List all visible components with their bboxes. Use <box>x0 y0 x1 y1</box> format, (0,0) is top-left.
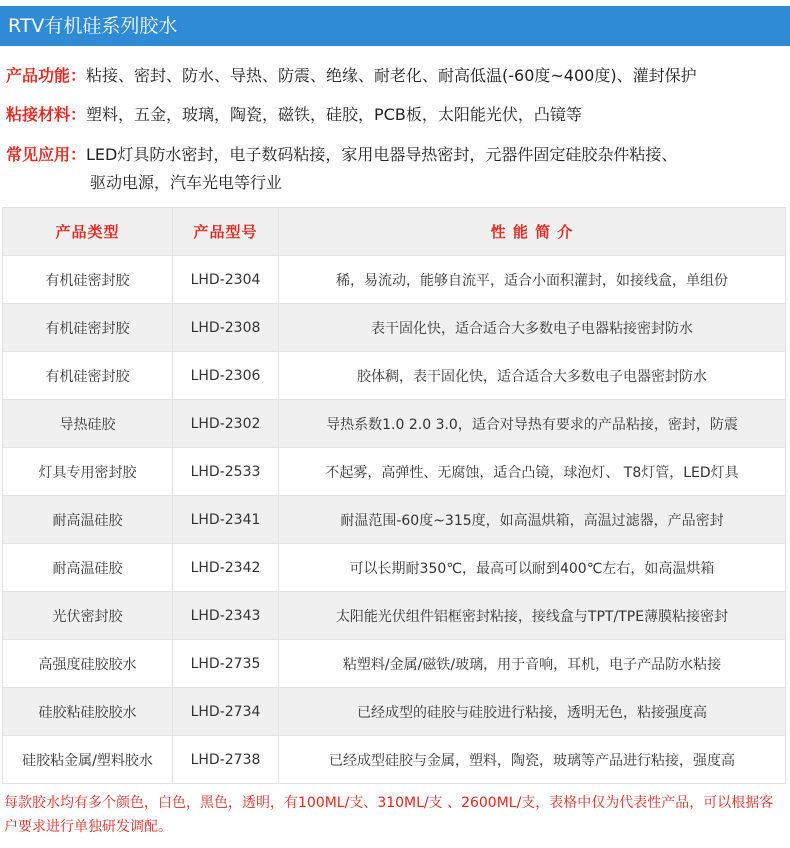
product-table <box>2 207 786 784</box>
info-applications-label: 常见应用： <box>6 145 87 164</box>
cell-product-type: 耐高温硅胶 <box>3 544 173 592</box>
table-body <box>3 256 786 784</box>
table-row <box>3 400 786 448</box>
info-applications-text: LED灯具防水密封，电子数码粘接，家用电器导热密封，元器件固定硅胶杂件粘接、 <box>86 145 678 164</box>
cell-product-model: LHD-2308 <box>173 304 279 352</box>
cell-product-model: LHD-2734 <box>173 688 279 736</box>
cell-performance: 不起雾，高弹性、无腐蚀，适合凸镜，球泡灯、 T8灯管，LED灯具 <box>279 448 786 496</box>
table-row <box>3 736 786 784</box>
info-materials <box>6 102 784 128</box>
info-materials-text: 塑料，五金，玻璃，陶瓷，磁铁，硅胶，PCB板，太阳能光伏，凸镜等 <box>86 105 582 124</box>
cell-performance: 胶体稠，表干固化快，适合适合大多数电子电器密封防水 <box>279 352 786 400</box>
info-function-label: 产品功能： <box>6 66 87 85</box>
cell-product-model: LHD-2341 <box>173 496 279 544</box>
cell-performance: 表干固化快，适合适合大多数电子电器粘接密封防水 <box>279 304 786 352</box>
table-row <box>3 304 786 352</box>
cell-performance: 耐温范围-60度~315度，如高温烘箱，高温过滤器，产品密封 <box>279 496 786 544</box>
cell-product-model: LHD-2735 <box>173 640 279 688</box>
info-applications <box>6 142 784 196</box>
cell-performance: 已经成型硅胶与金属，塑料，陶瓷，玻璃等产品进行粘接，强度高 <box>279 736 786 784</box>
cell-product-type: 高强度硅胶胶水 <box>3 640 173 688</box>
cell-product-type: 有机硅密封胶 <box>3 304 173 352</box>
cell-product-type: 硅胶粘硅胶胶水 <box>3 688 173 736</box>
info-materials-label: 粘接材料： <box>6 105 87 124</box>
page-title: RTV有机硅系列胶水 <box>0 6 790 46</box>
cell-performance: 可以长期耐350℃，最高可以耐到400℃左右，如高温烘箱 <box>279 544 786 592</box>
footnote: 每款胶水均有多个颜色，白色，黑色，透明，有100ML/支、310ML/支 、2600ML/支，表格中仅为代表性产品，可以根据客户要求进行单独研发调配。 <box>4 795 774 835</box>
table-row <box>3 640 786 688</box>
cell-performance: 导热系数1.0 2.0 3.0，适合对导热有要求的产品粘接，密封，防震 <box>279 400 786 448</box>
cell-product-type: 有机硅密封胶 <box>3 256 173 304</box>
info-applications-text-cont: 驱动电源，汽车光电等行业 <box>90 173 283 192</box>
cell-performance: 已经成型的硅胶与硅胶进行粘接，透明无色，粘接强度高 <box>279 688 786 736</box>
cell-product-type: 导热硅胶 <box>3 400 173 448</box>
header-product-model: 产品型号 <box>173 208 279 256</box>
table-row <box>3 448 786 496</box>
cell-performance: 太阳能光伏组件铝框密封粘接，接线盒与TPT/TPE薄膜粘接密封 <box>279 592 786 640</box>
info-function <box>6 63 784 89</box>
cell-product-type: 硅胶粘金属/塑料胶水 <box>3 736 173 784</box>
cell-product-type: 光伏密封胶 <box>3 592 173 640</box>
cell-product-model: LHD-2304 <box>173 256 279 304</box>
cell-product-model: LHD-2738 <box>173 736 279 784</box>
cell-performance: 稀，易流动，能够自流平，适合小面积灌封，如接线盒，单组份 <box>279 256 786 304</box>
cell-product-model: LHD-2306 <box>173 352 279 400</box>
cell-product-model: LHD-2302 <box>173 400 279 448</box>
cell-product-type: 有机硅密封胶 <box>3 352 173 400</box>
table-header-row <box>3 208 786 256</box>
table-row <box>3 352 786 400</box>
cell-product-type: 耐高温硅胶 <box>3 496 173 544</box>
cell-product-model: LHD-2342 <box>173 544 279 592</box>
info-function-text: 粘接、密封、防水、导热、防震、绝缘、耐老化、耐高低温(-60度~400度)、灌封保护 <box>86 66 697 85</box>
table-row <box>3 544 786 592</box>
cell-product-model: LHD-2533 <box>173 448 279 496</box>
table-row <box>3 592 786 640</box>
cell-product-model: LHD-2343 <box>173 592 279 640</box>
table-row <box>3 688 786 736</box>
table-row <box>3 256 786 304</box>
header-performance: 性 能 简 介 <box>279 208 786 256</box>
header-product-type: 产品类型 <box>3 208 173 256</box>
table-row <box>3 496 786 544</box>
cell-product-type: 灯具专用密封胶 <box>3 448 173 496</box>
cell-performance: 粘塑料/金属/磁铁/玻璃，用于音响，耳机，电子产品防水粘接 <box>279 640 786 688</box>
